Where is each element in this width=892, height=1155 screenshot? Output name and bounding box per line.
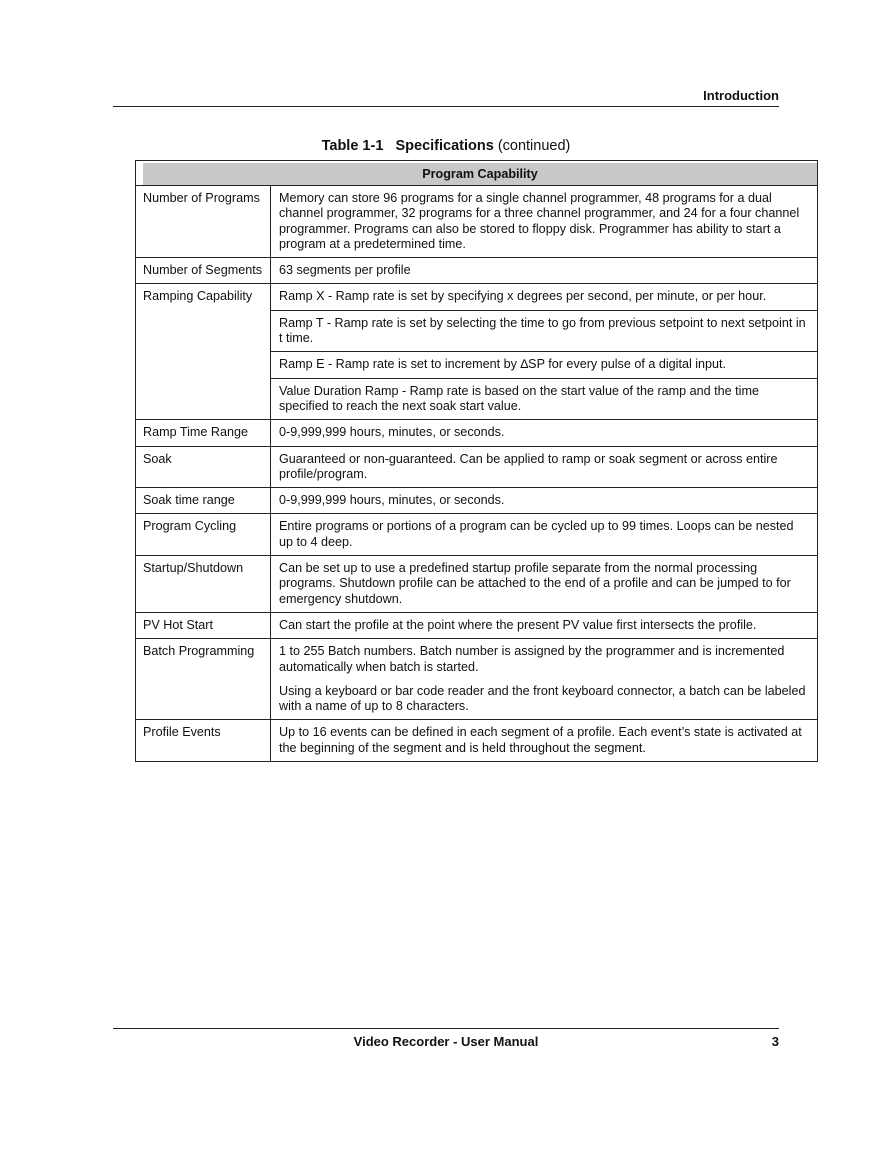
table-row (136, 488, 818, 514)
row-description: Entire programs or portions of a program can be cycled up to 99 times. Loops can be nested up to 4 deep. (271, 514, 818, 556)
row-description: 1 to 255 Batch numbers. Batch number is assigned by the programmer and is incremented automatically when batch is started. (279, 644, 785, 674)
row-description: 63 segments per profile (271, 258, 818, 284)
row-description: 0-9,999,999 hours, minutes, or seconds. (271, 420, 818, 446)
row-description: Ramp T - Ramp rate is set by selecting the time to go from previous setpoint to next setpoint in t time. (271, 310, 818, 352)
row-description: Can be set up to use a predefined startup profile separate from the normal processing programs. Shutdown profile can be attached to the end of a profile and can be jumped to for emergency shutdown. (271, 556, 818, 613)
page-footer (113, 1028, 779, 1049)
row-label: Program Cycling (136, 514, 271, 556)
table-row (136, 639, 818, 720)
row-label: Startup/Shutdown (136, 556, 271, 613)
row-description: Value Duration Ramp - Ramp rate is based on the start value of the ramp and the time specified to reach the next soak start value. (271, 378, 818, 420)
row-label: Profile Events (136, 720, 271, 762)
table-row (136, 514, 818, 556)
row-description: Ramp X - Ramp rate is set by specifying x degrees per second, per minute, or per hour. (271, 284, 818, 310)
page-number: 3 (771, 1034, 779, 1049)
row-label: Ramping Capability (136, 284, 271, 420)
section-heading: Program Capability (143, 163, 817, 185)
row-label: Number of Programs (136, 186, 271, 258)
specifications-table (135, 160, 818, 762)
table-row (136, 612, 818, 638)
row-description: Memory can store 96 programs for a single channel programmer, 48 programs for a dual channel programmer, 32 programs for a three channel programmer, and 24 for a four channel programmer. Programs can also be stored to floppy disk. Programmer has ability to start a program at a predetermined time. (271, 186, 818, 258)
table-row (136, 556, 818, 613)
page-header (113, 88, 779, 107)
row-description: Guaranteed or non-guaranteed. Can be applied to ramp or soak segment or across entire profile/program. (271, 446, 818, 488)
row-label: PV Hot Start (136, 612, 271, 638)
row-description-cell (271, 639, 818, 720)
table-row (136, 720, 818, 762)
table-row (136, 284, 818, 310)
row-description: 0-9,999,999 hours, minutes, or seconds. (271, 488, 818, 514)
row-description: Can start the profile at the point where the present PV value first intersects the profile. (271, 612, 818, 638)
row-label: Ramp Time Range (136, 420, 271, 446)
table-caption-bold: Table 1-1 Specifications (321, 138, 494, 154)
manual-title: Video Recorder - User Manual (353, 1034, 539, 1049)
table-row (136, 446, 818, 488)
row-label: Number of Segments (136, 258, 271, 284)
row-description: Up to 16 events can be defined in each segment of a profile. Each event’s state is activated at the beginning of the segment and is held throughout the segment. (271, 720, 818, 762)
table-section-heading-row (136, 161, 818, 186)
row-description-secondary: Using a keyboard or bar code reader and the front keyboard connector, a batch can be labeled with a name of up to 8 characters. (279, 683, 806, 714)
row-description: Ramp E - Ramp rate is set to increment by ∆SP for every pulse of a digital input. (271, 352, 818, 378)
row-label: Batch Programming (136, 639, 271, 720)
table-row (136, 420, 818, 446)
table-caption-suffix: (continued) (493, 138, 571, 154)
row-label: Soak (136, 446, 271, 488)
table-row (136, 186, 818, 258)
table-row (136, 258, 818, 284)
section-title: Introduction (703, 88, 779, 103)
row-label: Soak time range (136, 488, 271, 514)
table-caption (0, 138, 892, 154)
